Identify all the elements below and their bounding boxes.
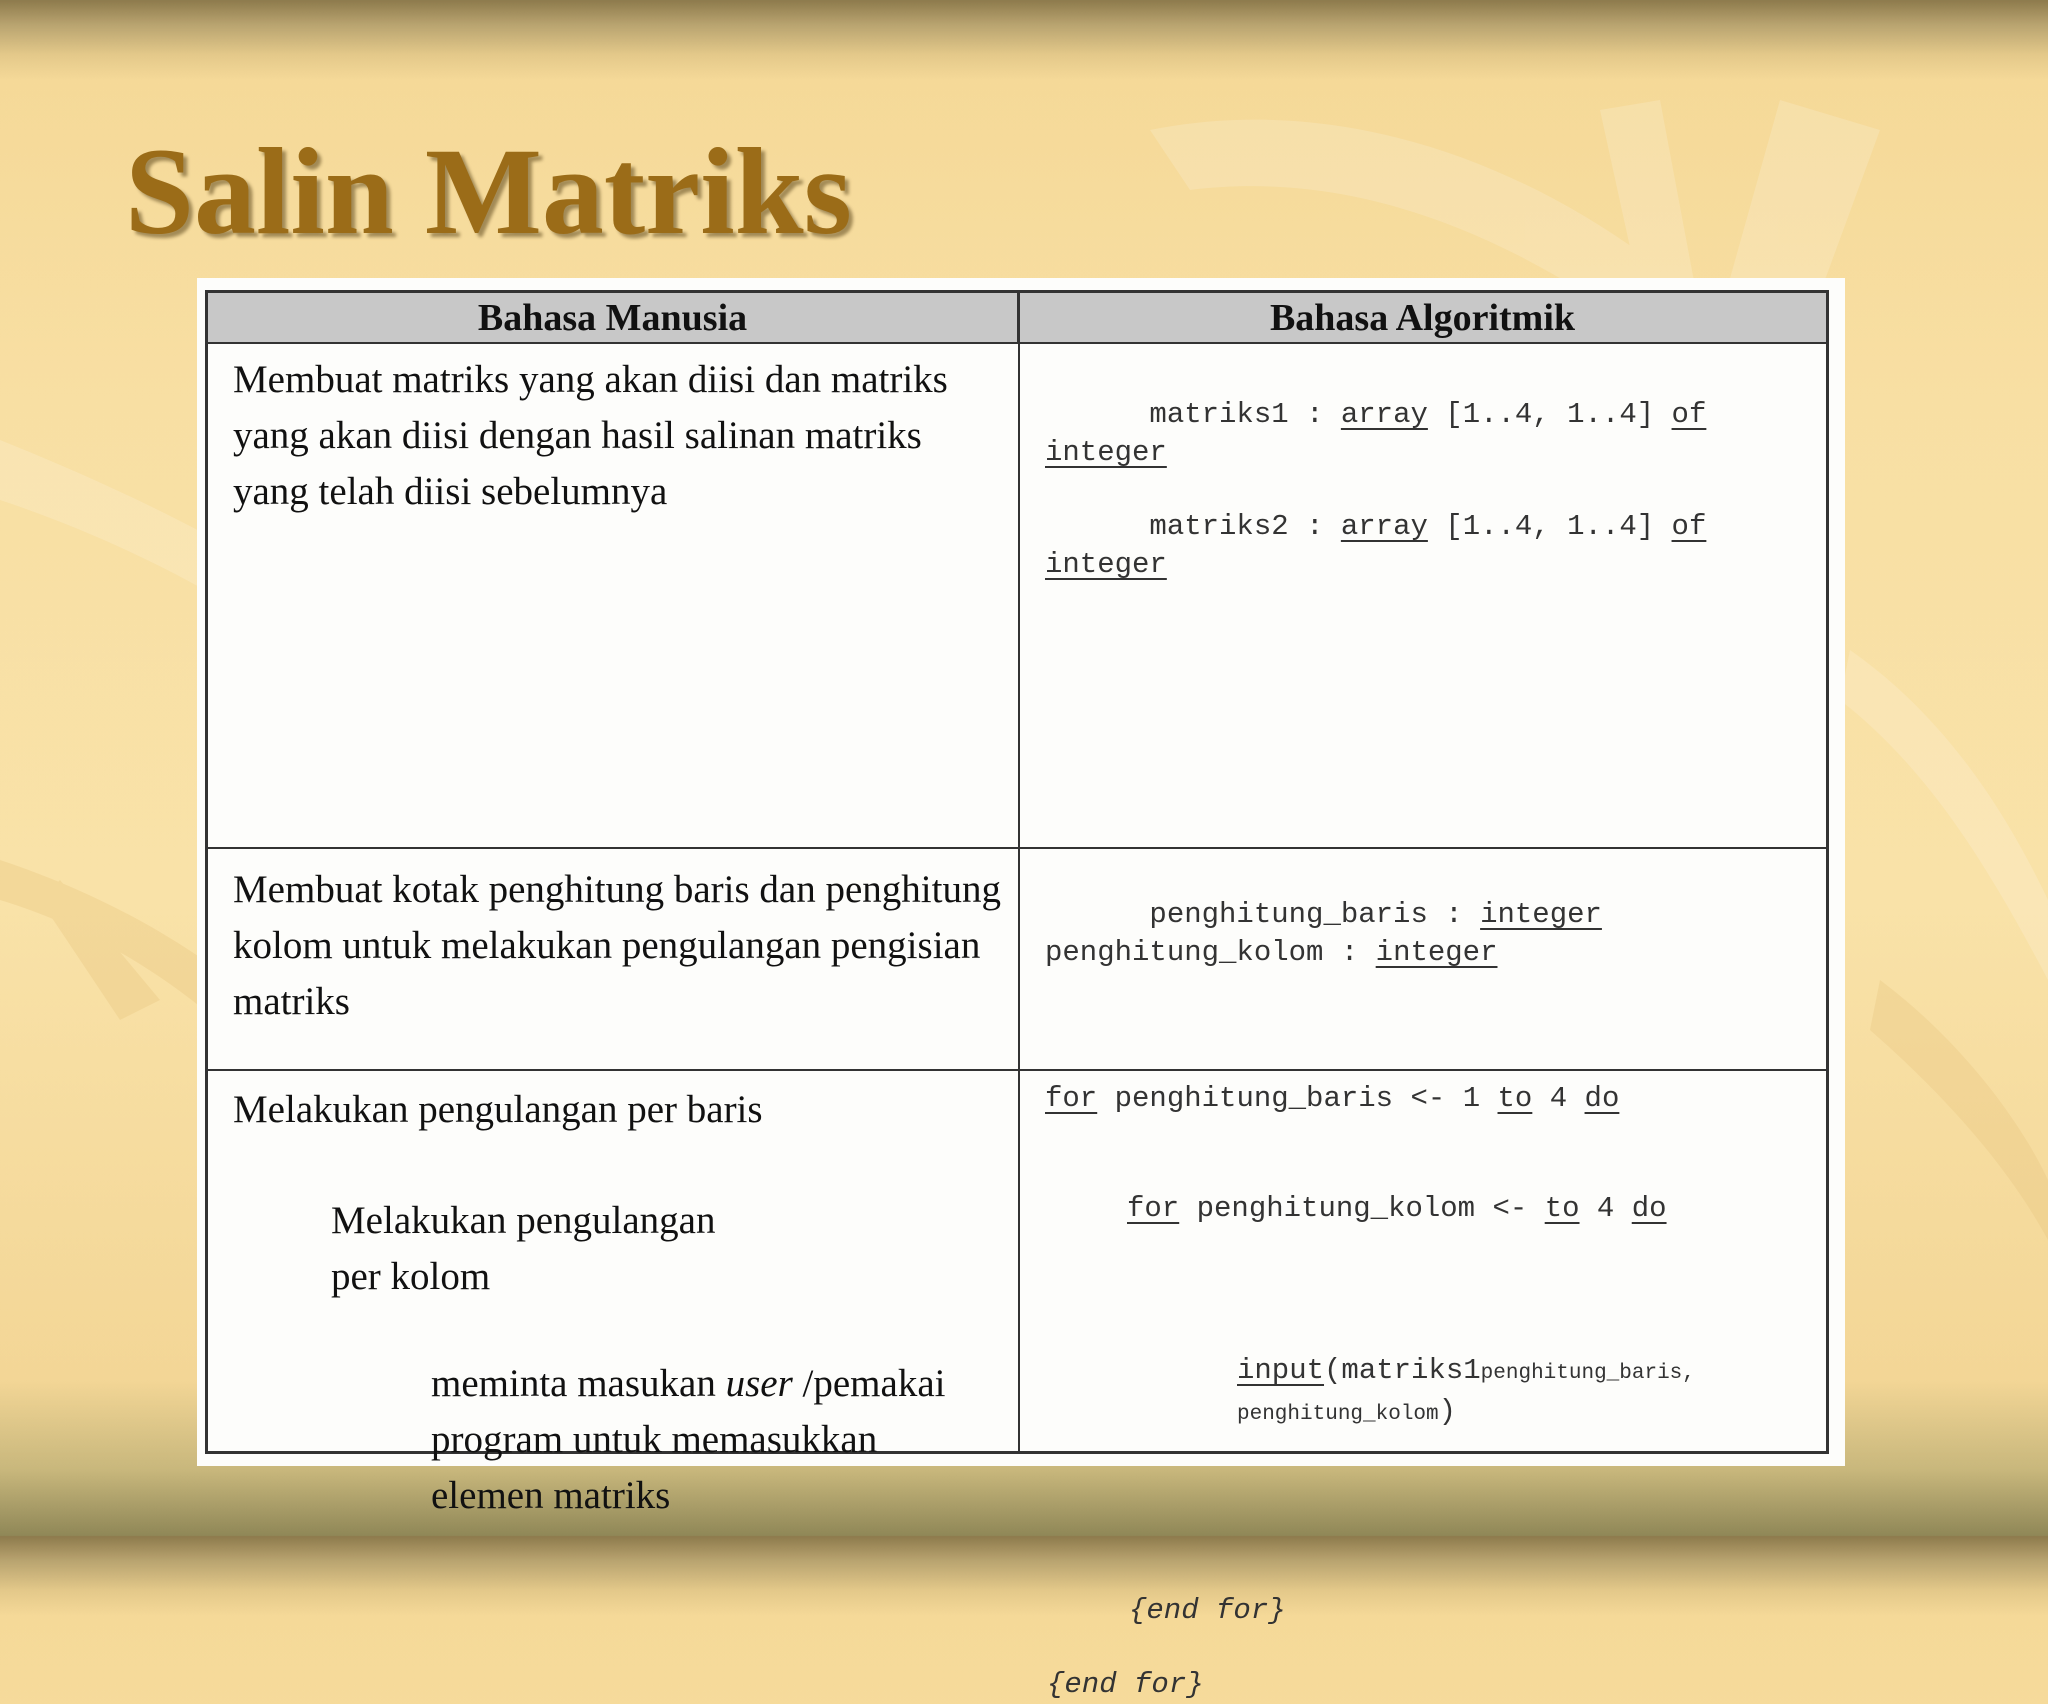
- code-identifier: penghitung_baris: [1114, 1082, 1394, 1115]
- code-input-close: ): [1438, 1395, 1457, 1428]
- keyword-integer: integer: [1045, 436, 1167, 469]
- keyword-of: of: [1671, 398, 1707, 431]
- code-assign: <-: [1492, 1192, 1528, 1225]
- keyword-array: array: [1340, 510, 1428, 543]
- code-end: 4: [1549, 1082, 1568, 1115]
- row3-code-outer-for: [1045, 1080, 1619, 1118]
- keyword-of: of: [1671, 510, 1707, 543]
- row-divider-1: [205, 847, 1829, 849]
- keyword-integer: integer: [1375, 936, 1498, 969]
- code-identifier: penghitung_baris: [1149, 898, 1428, 931]
- row3-code-inner-for: [1127, 1190, 1667, 1228]
- row-divider-2: [205, 1069, 1829, 1071]
- row1-code-matriks2: [1045, 470, 1706, 622]
- code-input-open: (matriks1: [1324, 1354, 1481, 1387]
- table-column-divider: [1018, 290, 1020, 1454]
- input-desc-end: /pemakai program untuk memasukkan elemen matriks: [431, 1362, 946, 1517]
- code-end: 4: [1596, 1192, 1615, 1225]
- keyword-for: for: [1045, 1082, 1098, 1115]
- code-subscript-col: penghitung_kolom: [1237, 1403, 1439, 1426]
- code-range: [1..4, 1..4]: [1445, 398, 1655, 431]
- input-desc-start: meminta masukan: [431, 1362, 716, 1405]
- keyword-do: do: [1584, 1082, 1620, 1115]
- row1-human-text: Membuat matriks yang akan diisi dan matriks yang akan diisi dengan hasil salinan matriks yang telah diisi sebelumnya: [233, 358, 948, 513]
- keyword-array: array: [1340, 398, 1428, 431]
- comparison-table: [197, 278, 1845, 1701]
- row3-code-input: [1237, 1352, 1695, 1434]
- code-identifier: matriks1: [1149, 398, 1289, 431]
- code-colon: :: [1306, 510, 1324, 543]
- row3-code-end-for-outer: {end for}: [1047, 1668, 1204, 1701]
- header-algorithmic-language: Bahasa Algoritmik: [1019, 290, 1829, 344]
- keyword-integer: integer: [1480, 898, 1602, 931]
- code-identifier: penghitung_kolom: [1196, 1192, 1476, 1225]
- row2-human-text: Membuat kotak penghitung baris dan penghitung kolom untuk melakukan pengulangan pengisian matriks: [233, 868, 1001, 1023]
- row2-code-counters: [1045, 858, 1602, 1010]
- keyword-integer: integer: [1045, 548, 1167, 581]
- code-colon: :: [1340, 936, 1359, 969]
- row3-human-input: [431, 1356, 971, 1524]
- keyword-to: to: [1497, 1082, 1533, 1115]
- row3-human-inner-loop: Melakukan pengulangan per kolom: [331, 1199, 716, 1298]
- code-range: [1..4, 1..4]: [1445, 510, 1655, 543]
- code-start: 1: [1462, 1082, 1481, 1115]
- table-border-left: [205, 290, 208, 1454]
- code-colon: :: [1445, 898, 1463, 931]
- header-human-language: Bahasa Manusia: [205, 290, 1019, 344]
- table-grid: [205, 290, 1829, 1701]
- keyword-do: do: [1631, 1192, 1667, 1225]
- input-desc-user: user: [725, 1362, 793, 1405]
- slide-title: Salin Matriks: [125, 123, 852, 260]
- keyword-to: to: [1544, 1192, 1580, 1225]
- code-colon: :: [1306, 398, 1324, 431]
- code-identifier: penghitung_kolom: [1045, 936, 1324, 969]
- row3-human-outer-loop: Melakukan pengulangan per baris: [233, 1088, 763, 1131]
- table-border-right: [1826, 290, 1829, 1454]
- code-identifier: matriks2: [1149, 510, 1289, 543]
- keyword-input: input: [1237, 1354, 1325, 1387]
- row3-code-end-for-inner: {end for}: [1129, 1594, 1286, 1627]
- keyword-for: for: [1127, 1192, 1180, 1225]
- code-assign: <-: [1410, 1082, 1446, 1115]
- code-subscript-row: penghitung_baris,: [1480, 1362, 1695, 1385]
